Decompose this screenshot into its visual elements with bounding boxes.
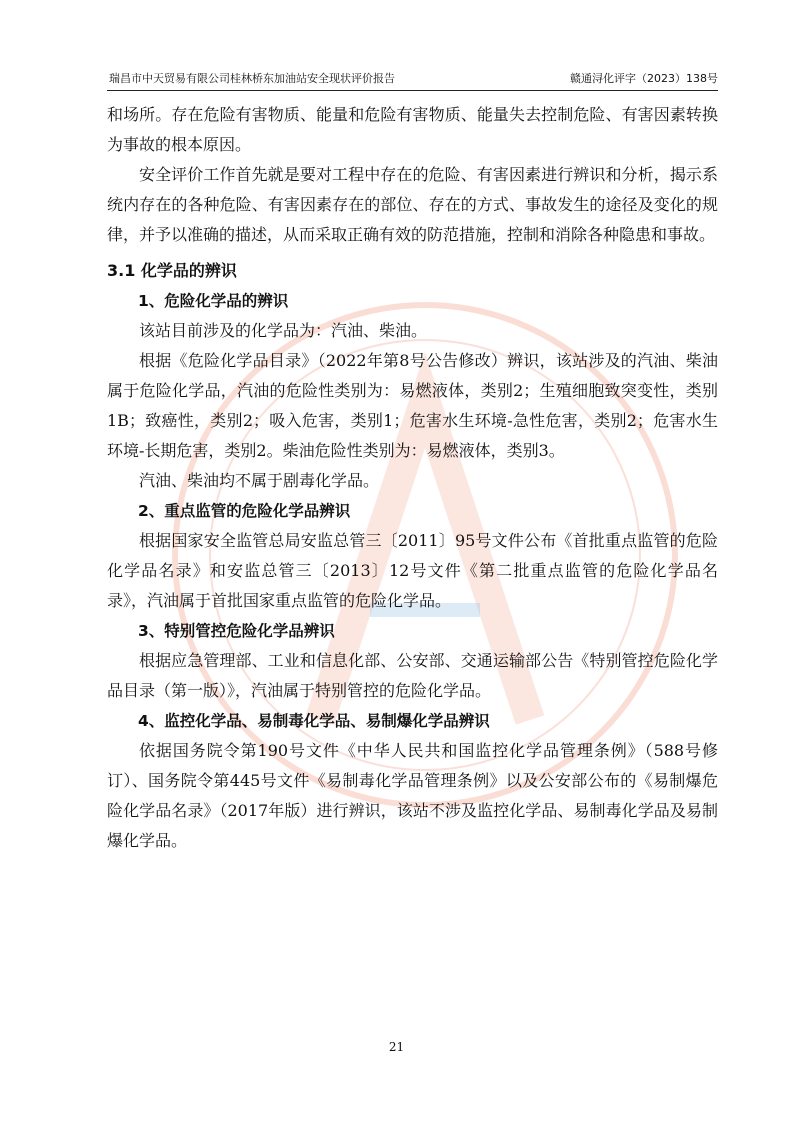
paragraph: 依据国务院令第190号文件《中华人民共和国监控化学品管理条例》（588号修订）、国务院令第445号文件《易制毒化学品管理条例》以及公安部公布的《易制爆危险化学品名录》（2017年版）进行辨识，该站不涉及监控化学品、易制毒化学品及易制爆化学品。: [107, 741, 718, 850]
document-body: [107, 100, 718, 856]
header-report-title: 瑞昌市中天贸易有限公司桂林桥东加油站安全现状评价报告: [109, 72, 395, 85]
subsection-heading-1: 1、危险化学品的辨识: [138, 292, 289, 310]
intro-paragraph-2: 安全评价工作首先就是要对工程中存在的危险、有害因素进行辨识和分析，揭示系统内存在的各种危险、有害因素存在的部位、存在的方式、事故发生的途径及变化的规律，并予以准确的描述，从而采取正确有效的防范措施，控制和消除各种隐患和事故。: [107, 165, 718, 244]
paragraph: 根据《危险化学品目录》（2022年第8号公告修改）辨识，该站涉及的汽油、柴油属于危险化学品，汽油的危险性类别为：易燃液体，类别2；生殖细胞致突变性，类别1B；致癌性，类别2；吸入危害，类别1；危害水生环境-急性危害，类别2；危害水生环境-长期危害，类别2。柴油危险性类别为：易燃液体，类别3。: [107, 351, 718, 460]
paragraph: 根据国家安全监管总局安监总管三〔2011〕95号文件公布《首批重点监管的危险化学品名录》和安监总管三〔2013〕12号文件《第二批重点监管的危险化学品名录》，汽油属于首批国家重点监管的危险化学品。: [107, 531, 718, 610]
paragraph: 该站目前涉及的化学品为：汽油、柴油。: [139, 321, 428, 340]
paragraph: 汽油、柴油均不属于剧毒化学品。: [139, 471, 380, 490]
subsection-heading-3: 3、特别管控危险化学品辨识: [138, 622, 335, 640]
subsection-heading-4: 4、监控化学品、易制毒化学品、易制爆化学品辨识: [138, 712, 490, 730]
section-heading: 3.1 化学品的辨识: [107, 261, 237, 280]
page-number: 21: [388, 1040, 405, 1054]
intro-paragraph-1: 和场所。存在危险有害物质、能量和危险有害物质、能量失去控制危险、有害因素转换为事故的根本原因。: [107, 105, 718, 154]
subsection-heading-2: 2、重点监管的危险化学品辨识: [138, 502, 351, 520]
page-header: [107, 66, 718, 91]
header-report-number: 赣通浔化评字（2023）138号: [570, 72, 718, 85]
paragraph: 根据应急管理部、工业和信息化部、公安部、交通运输部公告《特别管控危险化学品目录（第一版）》，汽油属于特别管控的危险化学品。: [107, 651, 718, 700]
